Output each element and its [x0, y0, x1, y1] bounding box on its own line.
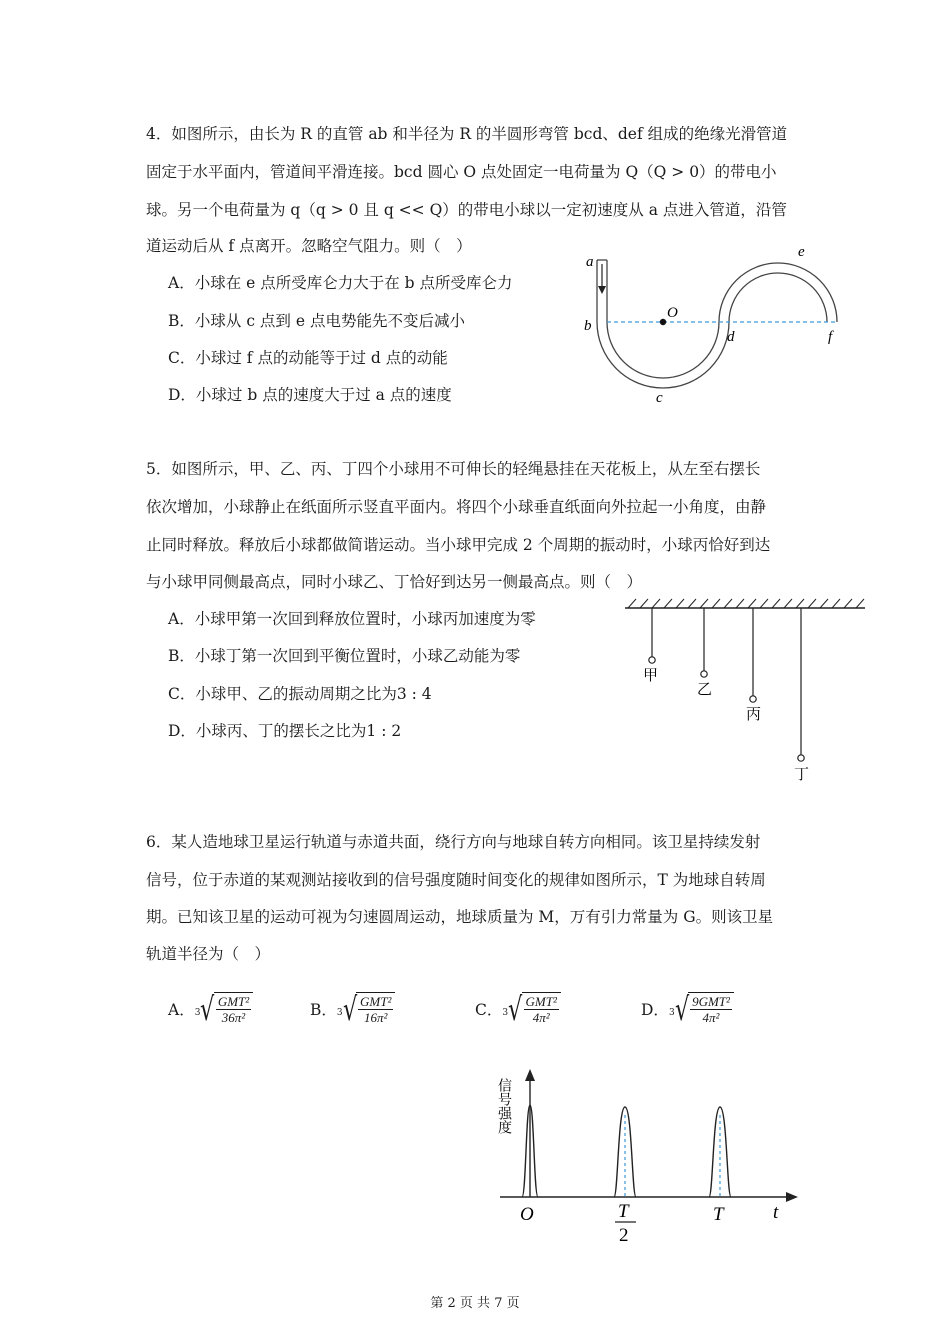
center-charge-O: [660, 319, 666, 325]
label-e: e: [798, 244, 805, 260]
bend-def-outer: [719, 263, 837, 322]
tick-T-num: T: [618, 1201, 629, 1222]
ylabel: 信号强度: [496, 1078, 512, 1134]
label-a: a: [586, 254, 594, 270]
q6-line-2: 信号，位于赤道的某观测站接收到的信号强度随时间变化的规律如图所示，T 为地球自转周: [146, 871, 766, 889]
label-bing: 丙: [746, 705, 762, 723]
label-O: O: [667, 305, 678, 321]
q6-option-a: A． 3 √ $\frac{\text{GMT²}}{\text{36π²}}$: [168, 992, 253, 1025]
tick-T-den: 2: [619, 1225, 629, 1246]
label-b: b: [584, 318, 592, 334]
tick-T: T: [713, 1204, 724, 1225]
ball-jia: [649, 657, 655, 663]
label-yi: 乙: [697, 680, 713, 698]
ceiling-hatch: [628, 599, 864, 608]
q5-option-b: B．小球丁第一次回到平衡位置时，小球乙动能为零: [168, 647, 521, 665]
page-footer: 第 2 页 共 7 页: [430, 1296, 520, 1311]
q4-option-a: A．小球在 e 点所受库仑力大于在 b 点所受库仑力: [168, 274, 513, 292]
q6-option-d: D． 3 √ $\frac{\text{9GMT²}}{\text{4π²}}$: [641, 992, 734, 1025]
q5-line-1: 5．如图所示，甲、乙、丙、丁四个小球用不可伸长的轻绳悬挂在天花板上，从左至右摆长: [146, 460, 761, 478]
tick-O: O: [520, 1204, 534, 1225]
q6-option-b: B． 3 √ $\frac{\text{GMT²}}{\text{16π²}}$: [310, 992, 395, 1025]
q4-line-4: 道运动后从 f 点离开。忽略空气阻力。则（ ）: [146, 237, 472, 255]
q6-line-4: 轨道半径为（ ）: [146, 945, 271, 963]
q5-line-4: 与小球甲同侧最高点，同时小球乙、丁恰好到达另一侧最高点。则（ ）: [146, 573, 643, 591]
label-jia: 甲: [643, 666, 659, 684]
q5-line-2: 依次增加，小球静止在纸面所示竖直平面内。将四个小球垂直纸面向外拉起一小角度，由静: [146, 498, 767, 516]
bend-def-inner: [729, 273, 827, 322]
q6-line-1: 6．某人造地球卫星运行轨道与赤道共面，绕行方向与地球自转方向相同。该卫星持续发射: [146, 833, 761, 851]
q5-pendulum-figure: [620, 598, 870, 788]
q4-pipe-figure: [570, 240, 850, 415]
bend-bcd-inner: [607, 322, 719, 378]
label-c: c: [656, 390, 663, 406]
ball-yi: [701, 671, 707, 677]
q6-line-3: 期。已知该卫星的运动可视为匀速圆周运动，地球质量为 M，万有引力常量为 G。则该卫星: [146, 908, 774, 926]
q4-option-d: D．小球过 b 点的速度大于过 a 点的速度: [168, 386, 452, 404]
q4-line-1: 4．如图所示，由长为 R 的直管 ab 和半径为 R 的半圆形弯管 bcd、def 组成的绝缘光滑管道: [146, 125, 788, 143]
q5-line-3: 止同时释放。释放后小球都做简谐运动。当小球甲完成 2 个周期的振动时，小球丙恰好到达: [146, 536, 771, 554]
ball-bing: [750, 696, 756, 702]
q6-signal-chart: [490, 1065, 810, 1255]
label-f: f: [828, 329, 833, 345]
ball-ding: [798, 755, 804, 761]
q5-option-c: C．小球甲、乙的振动周期之比为3 : 4: [168, 685, 432, 703]
q6-option-c: C． 3 √ $\frac{\text{GMT²}}{\text{4π²}}$: [475, 992, 561, 1025]
q4-line-2: 固定于水平面内，管道间平滑连接。bcd 圆心 O 点处固定一电荷量为 Q（Q > 0）的带电小: [146, 163, 777, 181]
q4-line-3: 球。另一个电荷量为 q（q > 0 且 q << Q）的带电小球以一定初速度从 a 点进入管道，沿管: [146, 201, 787, 219]
q5-option-d: D．小球丙、丁的摆长之比为1 : 2: [168, 722, 402, 740]
q4-option-c: C．小球过 f 点的动能等于过 d 点的动能: [168, 349, 448, 367]
q4-option-b: B．小球从 c 点到 e 点电势能先不变后减小: [168, 312, 465, 330]
q5-option-a: A．小球甲第一次回到释放位置时，小球丙加速度为零: [168, 610, 536, 628]
xlabel-t: t: [773, 1202, 779, 1223]
label-ding: 丁: [794, 765, 810, 783]
label-d: d: [727, 329, 735, 345]
